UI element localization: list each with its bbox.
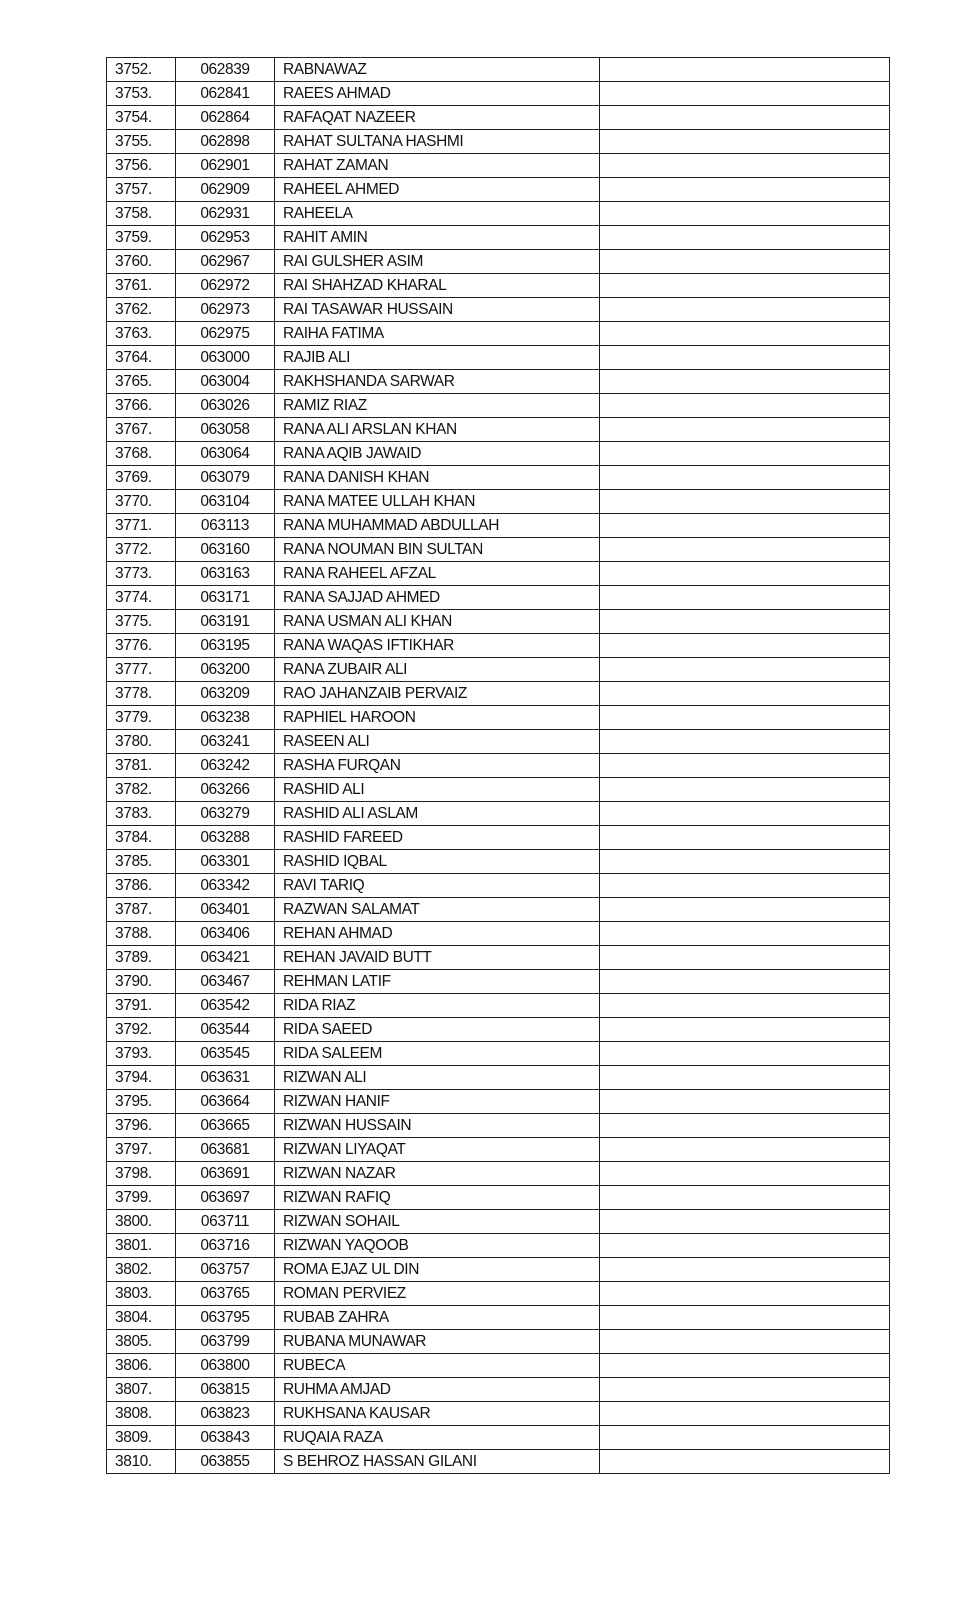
table-row (107, 154, 890, 178)
remarks-cell (600, 274, 890, 298)
registration-code-cell: 063288 (176, 826, 275, 850)
registration-code-cell: 063342 (176, 874, 275, 898)
table-row (107, 274, 890, 298)
table-row (107, 922, 890, 946)
table-row (107, 706, 890, 730)
table-row (107, 1354, 890, 1378)
table-row (107, 538, 890, 562)
candidate-name-cell: ROMAN PERVIEZ (275, 1282, 600, 1306)
table-row (107, 850, 890, 874)
registration-code-cell: 062953 (176, 226, 275, 250)
table-row (107, 466, 890, 490)
table-row (107, 1066, 890, 1090)
registration-code-cell: 063242 (176, 754, 275, 778)
registration-code-cell: 063711 (176, 1210, 275, 1234)
serial-number-cell: 3786. (107, 874, 176, 898)
candidate-name-cell: RIDA RIAZ (275, 994, 600, 1018)
registration-code-cell: 063266 (176, 778, 275, 802)
table-row (107, 370, 890, 394)
candidate-name-cell: RIZWAN SOHAIL (275, 1210, 600, 1234)
table-row (107, 898, 890, 922)
registration-code-cell: 063815 (176, 1378, 275, 1402)
remarks-cell (600, 442, 890, 466)
registration-code-cell: 062901 (176, 154, 275, 178)
serial-number-cell: 3793. (107, 1042, 176, 1066)
remarks-cell (600, 826, 890, 850)
registration-code-cell: 063064 (176, 442, 275, 466)
serial-number-cell: 3780. (107, 730, 176, 754)
candidate-name-cell: RAHAT ZAMAN (275, 154, 600, 178)
serial-number-cell: 3779. (107, 706, 176, 730)
table-row (107, 682, 890, 706)
remarks-cell (600, 130, 890, 154)
registration-code-cell: 063855 (176, 1450, 275, 1474)
candidate-name-cell: RANA USMAN ALI KHAN (275, 610, 600, 634)
candidate-name-cell: RAHAT SULTANA HASHMI (275, 130, 600, 154)
remarks-cell (600, 1258, 890, 1282)
candidate-name-cell: RAPHIEL HAROON (275, 706, 600, 730)
registration-code-cell: 063191 (176, 610, 275, 634)
registration-code-cell: 062841 (176, 82, 275, 106)
remarks-cell (600, 1186, 890, 1210)
candidate-name-cell: REHMAN LATIF (275, 970, 600, 994)
table-row (107, 994, 890, 1018)
candidate-name-cell: RIZWAN HUSSAIN (275, 1114, 600, 1138)
registration-code-cell: 063716 (176, 1234, 275, 1258)
candidate-name-cell: RANA WAQAS IFTIKHAR (275, 634, 600, 658)
registration-code-cell: 063004 (176, 370, 275, 394)
table-row (107, 1378, 890, 1402)
candidate-name-cell: RASHID ALI ASLAM (275, 802, 600, 826)
remarks-cell (600, 1138, 890, 1162)
table-row (107, 1042, 890, 1066)
table-row (107, 658, 890, 682)
serial-number-cell: 3802. (107, 1258, 176, 1282)
remarks-cell (600, 1114, 890, 1138)
candidate-name-cell: REHAN JAVAID BUTT (275, 946, 600, 970)
candidate-name-cell: RANA NOUMAN BIN SULTAN (275, 538, 600, 562)
registration-code-cell: 063163 (176, 562, 275, 586)
candidate-name-cell: REHAN AHMAD (275, 922, 600, 946)
candidate-name-cell: RUQAIA RAZA (275, 1426, 600, 1450)
table-row (107, 1114, 890, 1138)
registration-code-cell: 063238 (176, 706, 275, 730)
remarks-cell (600, 754, 890, 778)
table-row (107, 1258, 890, 1282)
serial-number-cell: 3806. (107, 1354, 176, 1378)
serial-number-cell: 3774. (107, 586, 176, 610)
serial-number-cell: 3763. (107, 322, 176, 346)
candidate-name-cell: RASHID FAREED (275, 826, 600, 850)
serial-number-cell: 3788. (107, 922, 176, 946)
serial-number-cell: 3755. (107, 130, 176, 154)
remarks-cell (600, 1162, 890, 1186)
registration-code-cell: 063406 (176, 922, 275, 946)
remarks-cell (600, 1402, 890, 1426)
table-row (107, 490, 890, 514)
candidate-name-cell: RIZWAN ALI (275, 1066, 600, 1090)
candidate-name-cell: RAIHA FATIMA (275, 322, 600, 346)
registration-code-cell: 062898 (176, 130, 275, 154)
table-row (107, 778, 890, 802)
registration-code-cell: 063113 (176, 514, 275, 538)
registration-code-cell: 063401 (176, 898, 275, 922)
candidate-name-cell: RAI SHAHZAD KHARAL (275, 274, 600, 298)
serial-number-cell: 3808. (107, 1402, 176, 1426)
table-row (107, 106, 890, 130)
table-row (107, 1282, 890, 1306)
serial-number-cell: 3764. (107, 346, 176, 370)
candidate-name-cell: RANA ZUBAIR ALI (275, 658, 600, 682)
remarks-cell (600, 154, 890, 178)
table-row (107, 1090, 890, 1114)
remarks-cell (600, 1306, 890, 1330)
candidate-name-cell: RASHID ALI (275, 778, 600, 802)
registration-code-cell: 063026 (176, 394, 275, 418)
candidate-name-cell: RUBECA (275, 1354, 600, 1378)
remarks-cell (600, 1378, 890, 1402)
candidate-name-cell: RUKHSANA KAUSAR (275, 1402, 600, 1426)
remarks-cell (600, 1066, 890, 1090)
table-row (107, 298, 890, 322)
remarks-cell (600, 322, 890, 346)
remarks-cell (600, 1354, 890, 1378)
remarks-cell (600, 610, 890, 634)
serial-number-cell: 3765. (107, 370, 176, 394)
serial-number-cell: 3798. (107, 1162, 176, 1186)
table-row (107, 754, 890, 778)
remarks-cell (600, 562, 890, 586)
table-row (107, 1330, 890, 1354)
candidate-name-cell: RIZWAN YAQOOB (275, 1234, 600, 1258)
table-row (107, 250, 890, 274)
remarks-cell (600, 466, 890, 490)
remarks-cell (600, 1018, 890, 1042)
remarks-cell (600, 874, 890, 898)
table-row (107, 322, 890, 346)
remarks-cell (600, 106, 890, 130)
serial-number-cell: 3766. (107, 394, 176, 418)
serial-number-cell: 3758. (107, 202, 176, 226)
table-row (107, 442, 890, 466)
table-row (107, 586, 890, 610)
serial-number-cell: 3792. (107, 1018, 176, 1042)
remarks-cell (600, 298, 890, 322)
remarks-cell (600, 418, 890, 442)
remarks-cell (600, 1282, 890, 1306)
registration-code-cell: 062909 (176, 178, 275, 202)
table-row (107, 82, 890, 106)
remarks-cell (600, 946, 890, 970)
candidate-name-cell: RANA MATEE ULLAH KHAN (275, 490, 600, 514)
candidate-list-body (107, 58, 890, 1474)
candidate-name-cell: RAHIT AMIN (275, 226, 600, 250)
candidate-name-cell: RAMIZ RIAZ (275, 394, 600, 418)
candidate-name-cell: RAJIB ALI (275, 346, 600, 370)
remarks-cell (600, 730, 890, 754)
remarks-cell (600, 490, 890, 514)
remarks-cell (600, 970, 890, 994)
serial-number-cell: 3770. (107, 490, 176, 514)
serial-number-cell: 3760. (107, 250, 176, 274)
serial-number-cell: 3801. (107, 1234, 176, 1258)
table-row (107, 514, 890, 538)
registration-code-cell: 062972 (176, 274, 275, 298)
registration-code-cell: 063195 (176, 634, 275, 658)
remarks-cell (600, 586, 890, 610)
serial-number-cell: 3809. (107, 1426, 176, 1450)
registration-code-cell: 063800 (176, 1354, 275, 1378)
remarks-cell (600, 706, 890, 730)
registration-code-cell: 063241 (176, 730, 275, 754)
table-row (107, 226, 890, 250)
table-row (107, 394, 890, 418)
serial-number-cell: 3772. (107, 538, 176, 562)
remarks-cell (600, 82, 890, 106)
registration-code-cell: 063765 (176, 1282, 275, 1306)
candidate-name-cell: RUBANA MUNAWAR (275, 1330, 600, 1354)
serial-number-cell: 3778. (107, 682, 176, 706)
registration-code-cell: 063544 (176, 1018, 275, 1042)
remarks-cell (600, 1450, 890, 1474)
serial-number-cell: 3795. (107, 1090, 176, 1114)
table-row (107, 1138, 890, 1162)
remarks-cell (600, 898, 890, 922)
candidate-name-cell: RANA DANISH KHAN (275, 466, 600, 490)
table-row (107, 610, 890, 634)
registration-code-cell: 063823 (176, 1402, 275, 1426)
candidate-name-cell: RIDA SALEEM (275, 1042, 600, 1066)
remarks-cell (600, 250, 890, 274)
candidate-name-cell: RANA MUHAMMAD ABDULLAH (275, 514, 600, 538)
serial-number-cell: 3783. (107, 802, 176, 826)
remarks-cell (600, 514, 890, 538)
remarks-cell (600, 394, 890, 418)
serial-number-cell: 3768. (107, 442, 176, 466)
candidate-name-cell: RAI TASAWAR HUSSAIN (275, 298, 600, 322)
registration-code-cell: 063279 (176, 802, 275, 826)
serial-number-cell: 3752. (107, 58, 176, 82)
candidate-name-cell: RUBAB ZAHRA (275, 1306, 600, 1330)
remarks-cell (600, 178, 890, 202)
registration-code-cell: 063542 (176, 994, 275, 1018)
table-row (107, 1402, 890, 1426)
serial-number-cell: 3762. (107, 298, 176, 322)
serial-number-cell: 3767. (107, 418, 176, 442)
table-row (107, 1210, 890, 1234)
remarks-cell (600, 1042, 890, 1066)
serial-number-cell: 3782. (107, 778, 176, 802)
registration-code-cell: 063681 (176, 1138, 275, 1162)
remarks-cell (600, 1234, 890, 1258)
candidate-name-cell: RAZWAN SALAMAT (275, 898, 600, 922)
table-row (107, 1186, 890, 1210)
registration-code-cell: 063631 (176, 1066, 275, 1090)
registration-code-cell: 062864 (176, 106, 275, 130)
table-row (107, 58, 890, 82)
table-row (107, 418, 890, 442)
serial-number-cell: 3769. (107, 466, 176, 490)
table-row (107, 946, 890, 970)
registration-code-cell: 063795 (176, 1306, 275, 1330)
registration-code-cell: 063664 (176, 1090, 275, 1114)
remarks-cell (600, 58, 890, 82)
serial-number-cell: 3791. (107, 994, 176, 1018)
table-row (107, 802, 890, 826)
remarks-cell (600, 994, 890, 1018)
serial-number-cell: 3799. (107, 1186, 176, 1210)
serial-number-cell: 3807. (107, 1378, 176, 1402)
candidate-name-cell: RASEEN ALI (275, 730, 600, 754)
registration-code-cell: 063200 (176, 658, 275, 682)
candidate-name-cell: RAI GULSHER ASIM (275, 250, 600, 274)
serial-number-cell: 3800. (107, 1210, 176, 1234)
serial-number-cell: 3797. (107, 1138, 176, 1162)
serial-number-cell: 3810. (107, 1450, 176, 1474)
remarks-cell (600, 802, 890, 826)
candidate-name-cell: RABNAWAZ (275, 58, 600, 82)
candidate-name-cell: RIZWAN NAZAR (275, 1162, 600, 1186)
serial-number-cell: 3771. (107, 514, 176, 538)
table-row (107, 874, 890, 898)
remarks-cell (600, 1426, 890, 1450)
remarks-cell (600, 658, 890, 682)
candidate-name-cell: S BEHROZ HASSAN GILANI (275, 1450, 600, 1474)
candidate-name-cell: RASHID IQBAL (275, 850, 600, 874)
remarks-cell (600, 682, 890, 706)
serial-number-cell: 3753. (107, 82, 176, 106)
candidate-name-cell: RAVI TARIQ (275, 874, 600, 898)
registration-code-cell: 062973 (176, 298, 275, 322)
table-row (107, 634, 890, 658)
serial-number-cell: 3776. (107, 634, 176, 658)
candidate-name-cell: RAHEEL AHMED (275, 178, 600, 202)
serial-number-cell: 3781. (107, 754, 176, 778)
remarks-cell (600, 850, 890, 874)
serial-number-cell: 3804. (107, 1306, 176, 1330)
registration-code-cell: 063545 (176, 1042, 275, 1066)
candidate-name-cell: RIZWAN HANIF (275, 1090, 600, 1114)
registration-code-cell: 062931 (176, 202, 275, 226)
registration-code-cell: 062975 (176, 322, 275, 346)
table-row (107, 1234, 890, 1258)
registration-code-cell: 062967 (176, 250, 275, 274)
registration-code-cell: 063467 (176, 970, 275, 994)
remarks-cell (600, 346, 890, 370)
serial-number-cell: 3790. (107, 970, 176, 994)
table-row (107, 970, 890, 994)
serial-number-cell: 3787. (107, 898, 176, 922)
serial-number-cell: 3761. (107, 274, 176, 298)
table-row (107, 1306, 890, 1330)
registration-code-cell: 063058 (176, 418, 275, 442)
serial-number-cell: 3803. (107, 1282, 176, 1306)
registration-code-cell: 063160 (176, 538, 275, 562)
candidate-name-cell: ROMA EJAZ UL DIN (275, 1258, 600, 1282)
candidate-name-cell: RANA ALI ARSLAN KHAN (275, 418, 600, 442)
registration-code-cell: 063421 (176, 946, 275, 970)
remarks-cell (600, 1210, 890, 1234)
remarks-cell (600, 202, 890, 226)
serial-number-cell: 3775. (107, 610, 176, 634)
table-row (107, 562, 890, 586)
remarks-cell (600, 538, 890, 562)
serial-number-cell: 3784. (107, 826, 176, 850)
table-row (107, 1450, 890, 1474)
candidate-name-cell: RUHMA AMJAD (275, 1378, 600, 1402)
registration-code-cell: 063171 (176, 586, 275, 610)
table-row (107, 346, 890, 370)
serial-number-cell: 3773. (107, 562, 176, 586)
serial-number-cell: 3794. (107, 1066, 176, 1090)
serial-number-cell: 3759. (107, 226, 176, 250)
table-row (107, 130, 890, 154)
registration-code-cell: 063799 (176, 1330, 275, 1354)
remarks-cell (600, 922, 890, 946)
remarks-cell (600, 778, 890, 802)
serial-number-cell: 3754. (107, 106, 176, 130)
table-row (107, 826, 890, 850)
remarks-cell (600, 226, 890, 250)
candidate-name-cell: RAKHSHANDA SARWAR (275, 370, 600, 394)
registration-code-cell: 063079 (176, 466, 275, 490)
table-row (107, 1426, 890, 1450)
candidate-name-cell: RIZWAN LIYAQAT (275, 1138, 600, 1162)
serial-number-cell: 3757. (107, 178, 176, 202)
registration-code-cell: 063691 (176, 1162, 275, 1186)
serial-number-cell: 3796. (107, 1114, 176, 1138)
registration-code-cell: 063757 (176, 1258, 275, 1282)
candidate-name-cell: RAEES AHMAD (275, 82, 600, 106)
registration-code-cell: 063665 (176, 1114, 275, 1138)
candidate-name-cell: RANA RAHEEL AFZAL (275, 562, 600, 586)
registration-code-cell: 063697 (176, 1186, 275, 1210)
table-row (107, 730, 890, 754)
candidate-name-cell: RANA SAJJAD AHMED (275, 586, 600, 610)
serial-number-cell: 3789. (107, 946, 176, 970)
candidate-name-cell: RASHA FURQAN (275, 754, 600, 778)
candidate-name-cell: RAFAQAT NAZEER (275, 106, 600, 130)
candidate-name-cell: RAHEELA (275, 202, 600, 226)
remarks-cell (600, 1090, 890, 1114)
serial-number-cell: 3805. (107, 1330, 176, 1354)
registration-code-cell: 062839 (176, 58, 275, 82)
serial-number-cell: 3777. (107, 658, 176, 682)
candidate-list-table (106, 57, 890, 1474)
registration-code-cell: 063301 (176, 850, 275, 874)
table-row (107, 202, 890, 226)
serial-number-cell: 3756. (107, 154, 176, 178)
candidate-name-cell: RANA AQIB JAWAID (275, 442, 600, 466)
remarks-cell (600, 1330, 890, 1354)
remarks-cell (600, 370, 890, 394)
remarks-cell (600, 634, 890, 658)
registration-code-cell: 063104 (176, 490, 275, 514)
candidate-name-cell: RAO JAHANZAIB PERVAIZ (275, 682, 600, 706)
table-row (107, 178, 890, 202)
table-row (107, 1162, 890, 1186)
candidate-name-cell: RIZWAN RAFIQ (275, 1186, 600, 1210)
table-row (107, 1018, 890, 1042)
candidate-name-cell: RIDA SAEED (275, 1018, 600, 1042)
serial-number-cell: 3785. (107, 850, 176, 874)
registration-code-cell: 063843 (176, 1426, 275, 1450)
registration-code-cell: 063000 (176, 346, 275, 370)
registration-code-cell: 063209 (176, 682, 275, 706)
